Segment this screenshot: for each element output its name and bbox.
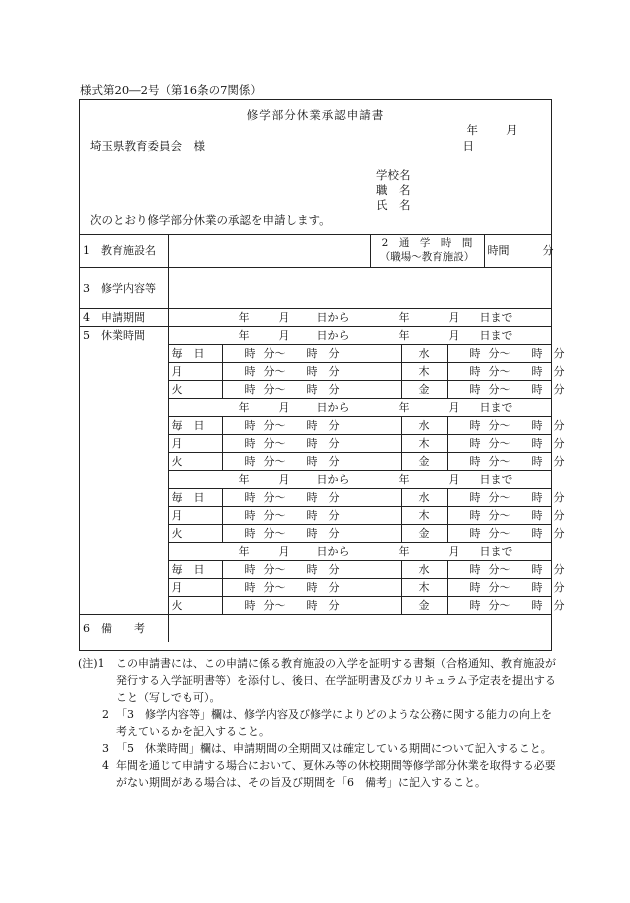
facility-field[interactable] (168, 234, 370, 267)
hours-block-period[interactable]: 年 月 日から 年 月 日まで (168, 398, 551, 416)
day-label-left: 毎 日 (168, 560, 222, 578)
day-label-left: 火 (168, 452, 222, 470)
study-content-field[interactable] (168, 267, 551, 308)
remarks-label: 6 備 考 (80, 614, 168, 642)
addressee: 埼玉県教育委員会 様 (90, 139, 205, 153)
notes (78, 655, 558, 791)
time-field-left[interactable]: 時 分～ 時 分 (222, 560, 401, 578)
day-label-right: 金 (401, 452, 447, 470)
time-field-right[interactable]: 時 分～ 時 分 (447, 344, 551, 362)
time-field-left[interactable]: 時 分～ 時 分 (222, 506, 401, 524)
time-field-left[interactable]: 時 分～ 時 分 (222, 452, 401, 470)
form-table (80, 234, 565, 642)
note-3: 3 「5 休業時間」欄は、申請期間の全期間又は確定している期間について記入すること。 (102, 742, 552, 755)
study-content-label: 3 修学内容等 (80, 267, 168, 308)
time-field-right[interactable]: 時 分～ 時 分 (447, 416, 551, 434)
day-label-left: 月 (168, 506, 222, 524)
time-field-left[interactable]: 時 分～ 時 分 (222, 524, 401, 542)
day-label-left: 月 (168, 578, 222, 596)
time-field-left[interactable]: 時 分～ 時 分 (222, 488, 401, 506)
year-label: 年 (466, 123, 478, 137)
day-label-left: 毎 日 (168, 344, 222, 362)
hours-block-period[interactable]: 年 月 日から 年 月 日まで (168, 470, 551, 488)
time-field-right[interactable]: 時 分～ 時 分 (447, 524, 551, 542)
day-label-left: 火 (168, 596, 222, 614)
day-label-left: 火 (168, 524, 222, 542)
day-label-right: 金 (401, 380, 447, 398)
day-label-right: 木 (401, 434, 447, 452)
day-label-left: 毎 日 (168, 488, 222, 506)
time-field-right[interactable]: 時 分～ 時 分 (447, 362, 551, 380)
day-label-right: 木 (401, 578, 447, 596)
time-field-left[interactable]: 時 分～ 時 分 (222, 362, 401, 380)
application-form (79, 99, 565, 651)
month-label: 月 (506, 123, 518, 137)
period-label: 4 申請期間 (80, 308, 168, 326)
day-label: 日 (462, 139, 474, 153)
position-label: 職 名 (376, 183, 411, 197)
hours-label: 5 休業時間 (80, 326, 168, 614)
time-field-right[interactable]: 時 分～ 時 分 (447, 560, 551, 578)
time-field-left[interactable]: 時 分～ 時 分 (222, 578, 401, 596)
time-field-left[interactable]: 時 分～ 時 分 (222, 434, 401, 452)
intro-text: 次のとおり修学部分休業の承認を申請します。 (90, 213, 331, 227)
time-field-right[interactable]: 時 分～ 時 分 (447, 434, 551, 452)
note-2: 2 「3 修学内容等」欄は、修学内容及び修学によりどのような公務に関する能力の向上を考えているかを記入すること。 (102, 708, 552, 738)
day-label-left: 毎 日 (168, 416, 222, 434)
note-1: (注)1 この申請書には、この申請に係る教育施設の入学を証明する書類（合格通知、教育施設が発行する入学証明書等）を添付し、後日、在学証明書及びカリキュラム予定表を提出すること（写しでも可）。 (78, 657, 556, 704)
time-field-right[interactable]: 時 分～ 時 分 (447, 488, 551, 506)
time-field-left[interactable]: 時 分～ 時 分 (222, 380, 401, 398)
form-header (80, 100, 551, 235)
day-label-right: 金 (401, 596, 447, 614)
time-field-left[interactable]: 時 分～ 時 分 (222, 344, 401, 362)
hours-block-period[interactable]: 年 月 日から 年 月 日まで (168, 542, 551, 560)
day-label-left: 火 (168, 380, 222, 398)
remarks-field[interactable] (168, 614, 551, 642)
day-label-right: 水 (401, 344, 447, 362)
school-name-label: 学校名 (376, 168, 411, 182)
time-field-left[interactable]: 時 分～ 時 分 (222, 596, 401, 614)
day-label-right: 水 (401, 560, 447, 578)
date-line (440, 122, 551, 154)
time-field-right[interactable]: 時 分～ 時 分 (447, 578, 551, 596)
period-field[interactable]: 年 月 日から 年 月 日まで (168, 308, 551, 326)
day-label-right: 木 (401, 362, 447, 380)
day-label-left: 月 (168, 434, 222, 452)
time-field-right[interactable]: 時 分～ 時 分 (447, 452, 551, 470)
form-title: 修学部分休業承認申請書 (246, 108, 385, 122)
time-field-right[interactable]: 時 分～ 時 分 (447, 380, 551, 398)
form-number: 様式第20―2号（第16条の7関係） (80, 83, 262, 97)
day-label-right: 木 (401, 506, 447, 524)
commute-time-field[interactable]: 時間 分 (484, 234, 551, 267)
day-label-right: 金 (401, 524, 447, 542)
facility-label: 1 教育施設名 (80, 234, 168, 267)
day-label-right: 水 (401, 488, 447, 506)
time-field-left[interactable]: 時 分～ 時 分 (222, 416, 401, 434)
day-label-right: 水 (401, 416, 447, 434)
day-label-left: 月 (168, 362, 222, 380)
time-field-right[interactable]: 時 分～ 時 分 (447, 506, 551, 524)
time-field-right[interactable]: 時 分～ 時 分 (447, 596, 551, 614)
name-label: 氏 名 (376, 198, 411, 212)
hours-block-period[interactable]: 年 月 日から 年 月 日まで (168, 326, 551, 344)
note-4: 4 年間を通じて申請する場合において、夏休み等の休校期間等修学部分休業を取得する必要がない期間がある場合は、その旨及び期間を「6 備考」に記入すること。 (102, 759, 556, 789)
commute-label: 2 通 学 時 間 （職場～教育施設） (370, 234, 484, 267)
